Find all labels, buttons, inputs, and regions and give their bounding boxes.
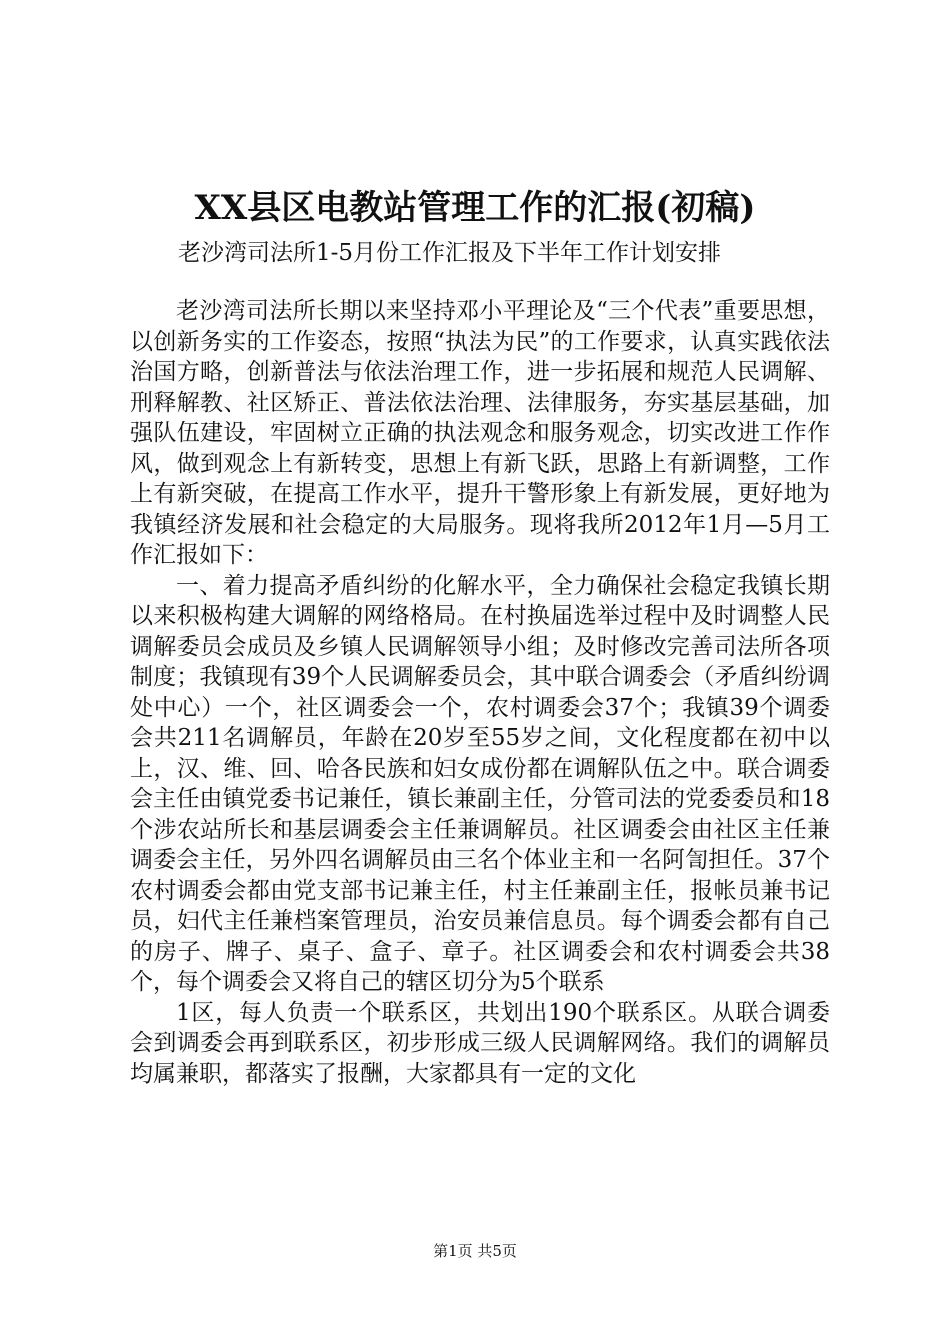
paragraph: 1区，每人负责一个联系区，共划出190个联系区。从联合调委会到调委会再到联系区，初步形成三级人民调解网络。我们的调解员均属兼职，都落实了报酬，大家都具有一定的文化: [130, 999, 830, 1087]
paragraph: 老沙湾司法所长期以来坚持邓小平理论及“三个代表”重要思想，以创新务实的工作姿态，按照“执法为民”的工作要求，认真实践依法治国方略，创新普法与依法治理工作，进一步拓展和规范人民调解、刑释解教、社区矫正、普法依法治理、法律服务，夯实基层基础，加强队伍建设，牢固树立正确的执法观念和服务观念，切实改进工作作风，做到观念上有新转变，思想上有新飞跃，思路上有新调整，工作上有新突破，在提高工作水平，提升干警形象上有新发展，更好地为我镇经济发展和社会稳定的大局服务。现将我所2012年1月—5月工作汇报如下：: [130, 298, 830, 568]
document-title: XX县区电教站管理工作的汇报(初稿): [194, 188, 756, 228]
document-subtitle: 老沙湾司法所1-5月份工作汇报及下半年工作计划安排: [178, 240, 722, 266]
page-number-footer: 第1页 共5页: [433, 1242, 517, 1260]
document-body: [130, 296, 830, 1089]
paragraph: 一、着力提高矛盾纠纷的化解水平，全力确保社会稳定我镇长期以来积极构建大调解的网络格局。在村换届选举过程中及时调整人民调解委员会成员及乡镇人民调解领导小组；及时修改完善司法所各项制度；我镇现有39个人民调解委员会，其中联合调委会（矛盾纠纷调处中心）一个，社区调委会一个，农村调委会37个；我镇39个调委会共211名调解员，年龄在20岁至55岁之间，文化程度都在初中以上，汉、维、回、哈各民族和妇女成份都在调解队伍之中。联合调委会主任由镇党委书记兼任，镇长兼副主任，分管司法的党委委员和18个涉农站所长和基层调委会主任兼调解员。社区调委会由社区主任兼调委会主任，另外四名调解员由三名个体业主和一名阿訇担任。37个农村调委会都由党支部书记兼主任，村主任兼副主任，报帐员兼书记员，妇代主任兼档案管理员，治安员兼信息员。每个调委会都有自己的房子、牌子、桌子、盒子、章子。社区调委会和农村调委会共38个，每个调委会又将自己的辖区切分为5个联系: [130, 572, 830, 995]
